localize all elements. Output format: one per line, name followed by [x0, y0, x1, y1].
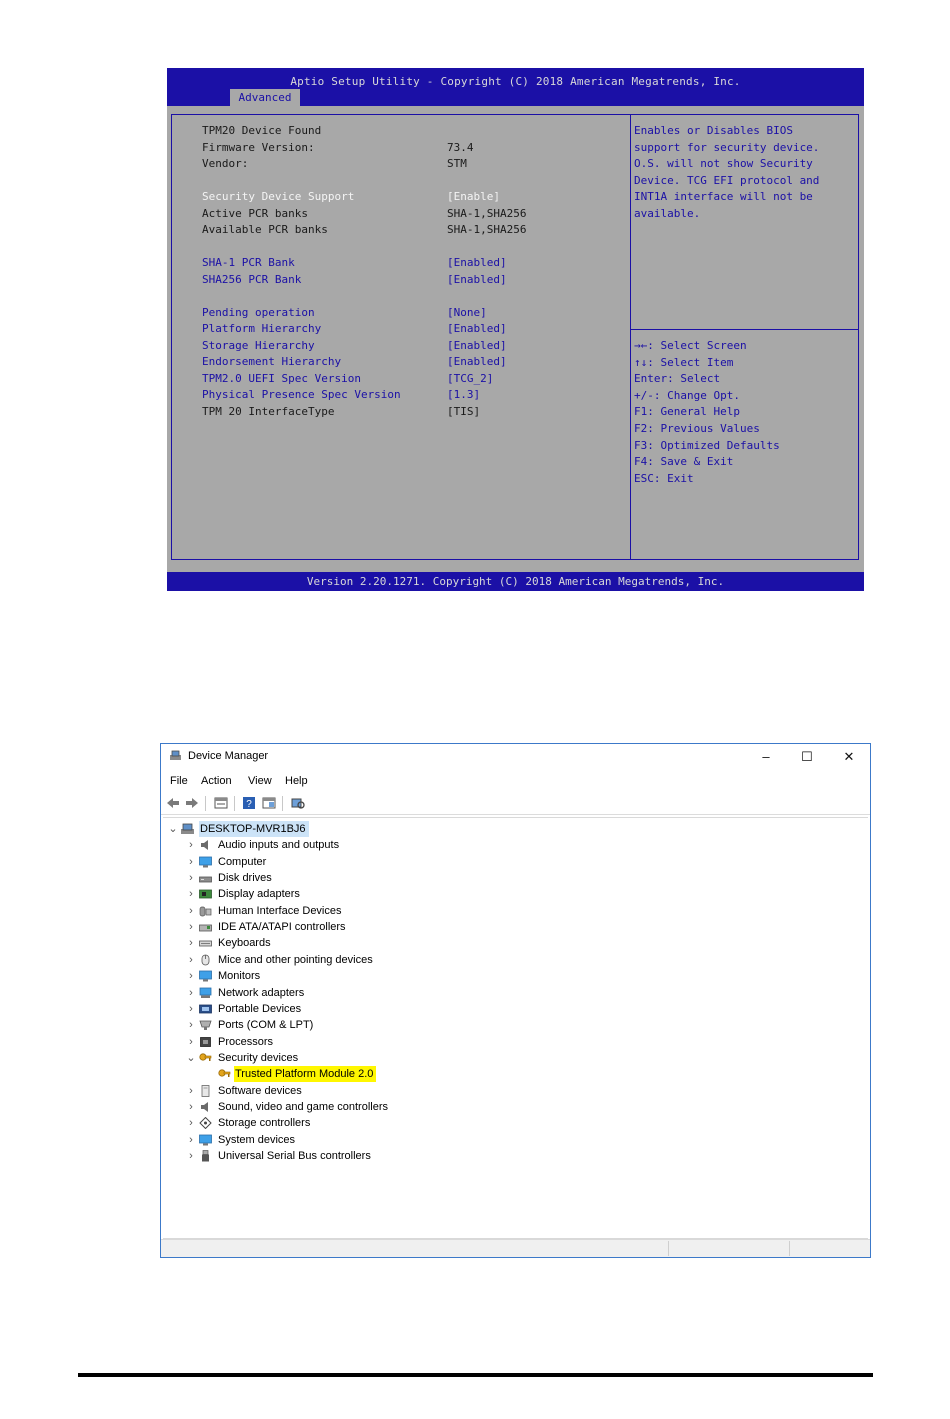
tree-item-label: Monitors: [218, 970, 261, 983]
tree-item-label: Software devices: [218, 1084, 302, 1097]
bios-setting-label: TPM2.0 UEFI Spec Version: [202, 371, 361, 385]
tree-item-label: Security devices: [218, 1051, 299, 1064]
svg-text:?: ?: [246, 799, 252, 810]
bios-setting-label: SHA256 PCR Bank: [202, 272, 302, 286]
menu-view[interactable]: View: [248, 775, 272, 787]
port-icon: [199, 1019, 212, 1031]
bios-help-line: O.S. will not show Security: [634, 157, 813, 171]
scan-hardware-icon[interactable]: [291, 796, 305, 810]
chevron-right-icon[interactable]: ›: [189, 1019, 193, 1032]
bios-setting-value: STM: [447, 157, 467, 170]
chevron-down-icon[interactable]: ⌄: [186, 1051, 196, 1064]
chevron-right-icon[interactable]: ›: [189, 855, 193, 868]
bios-key-hint: ESC: Exit: [634, 471, 694, 485]
toolbar-separator: [205, 796, 206, 811]
tree-item-label: IDE ATA/ATAPI controllers: [218, 921, 346, 934]
tree-item-label: Universal Serial Bus controllers: [218, 1150, 371, 1162]
bios-help-divider: [631, 329, 858, 330]
chevron-right-icon[interactable]: ›: [189, 1117, 193, 1130]
tree-item-label: Computer: [218, 855, 267, 868]
keyboard-icon: [199, 937, 212, 949]
disk-drive-icon: [199, 872, 212, 884]
tree-item-label: DESKTOP-MVR1BJ6: [199, 821, 309, 837]
chevron-right-icon[interactable]: ›: [189, 1035, 193, 1048]
monitor-icon: [199, 970, 212, 982]
speaker-icon: [199, 839, 212, 851]
chevron-right-icon[interactable]: ›: [189, 839, 193, 852]
bios-setting-label: TPM 20 InterfaceType: [202, 404, 335, 418]
bios-key-hint: Enter: Select: [634, 372, 721, 386]
bios-setting-value: [TIS]: [447, 404, 481, 418]
bios-setting-value[interactable]: [Enabled]: [447, 355, 507, 368]
bios-setting-value[interactable]: [None]: [447, 305, 487, 319]
bios-setting-label: Storage Hierarchy: [202, 338, 315, 352]
speaker-icon: [199, 1101, 212, 1113]
chevron-right-icon[interactable]: ›: [189, 970, 193, 983]
bios-key-hint: +/-: Change Opt.: [634, 388, 740, 402]
chevron-right-icon[interactable]: ›: [189, 1002, 193, 1015]
tab-advanced[interactable]: Advanced: [230, 89, 300, 106]
bios-setting-value[interactable]: [Enabled]: [447, 272, 507, 286]
chevron-right-icon[interactable]: ›: [189, 1100, 193, 1113]
menu-help[interactable]: Help: [285, 775, 308, 787]
minimize-button[interactable]: –: [762, 749, 770, 764]
tree-item-label: Ports (COM & LPT): [218, 1019, 314, 1032]
bios-setting-label: Available PCR banks: [202, 223, 328, 236]
bios-setting-label: Pending operation: [202, 305, 315, 319]
chevron-right-icon[interactable]: ›: [189, 953, 193, 966]
bios-setting-value[interactable]: [Enabled]: [447, 322, 507, 335]
bios-help-line: Enables or Disables BIOS: [634, 124, 793, 137]
status-bar-divider: [789, 1241, 790, 1256]
view-icon[interactable]: [262, 796, 276, 810]
chevron-down-icon[interactable]: ⌄: [168, 823, 178, 835]
processor-icon: [199, 1036, 212, 1048]
device-manager-window: [160, 743, 871, 1258]
menu-file[interactable]: File: [170, 775, 188, 787]
chevron-right-icon[interactable]: ›: [189, 872, 193, 885]
bios-setting-label: TPM20 Device Found: [202, 124, 322, 137]
toolbar-separator: [234, 796, 235, 811]
properties-icon[interactable]: [214, 796, 228, 810]
bios-setting-label: Physical Presence Spec Version: [202, 388, 401, 401]
tree-item-label: Trusted Platform Module 2.0: [234, 1066, 376, 1082]
chevron-right-icon[interactable]: ›: [189, 888, 193, 901]
tree-item-label: Audio inputs and outputs: [218, 839, 340, 852]
bios-footer: Version 2.20.1271. Copyright (C) 2018 American Megatrends, Inc.: [167, 572, 864, 591]
tree-item-label: Storage controllers: [218, 1117, 311, 1130]
bios-setting-value: SHA-1,SHA256: [447, 223, 527, 236]
security-key-icon: [218, 1068, 231, 1080]
monitor-icon: [199, 1134, 212, 1146]
chevron-right-icon[interactable]: ›: [189, 937, 193, 950]
bios-setting-value: SHA-1,SHA256: [447, 206, 527, 220]
chevron-right-icon[interactable]: ›: [189, 921, 193, 934]
bios-setup-screen: [167, 68, 864, 591]
bios-title: Aptio Setup Utility - Copyright (C) 2018 American Megatrends, Inc.: [290, 75, 741, 88]
chevron-right-icon[interactable]: ›: [189, 1084, 193, 1097]
ide-controller-icon: [199, 921, 212, 933]
bios-help-line: available.: [634, 206, 701, 220]
menu-action[interactable]: Action: [201, 775, 232, 787]
menu-bar: [161, 772, 870, 790]
chevron-right-icon[interactable]: ›: [189, 1150, 193, 1162]
tree-item-label: Mice and other pointing devices: [218, 953, 373, 966]
tree-item-label: Keyboards: [218, 937, 271, 950]
computer-icon: [181, 823, 194, 835]
bios-setting-label: Security Device Support: [202, 190, 355, 203]
tree-item-label: Network adapters: [218, 986, 305, 999]
bios-setting-value[interactable]: [Enable]: [447, 190, 500, 203]
toolbar-separator: [282, 796, 283, 811]
bios-help-text: [634, 123, 858, 223]
toolbar: [161, 792, 870, 815]
chevron-right-icon[interactable]: ›: [189, 1133, 193, 1146]
display-adapter-icon: [199, 888, 212, 900]
bios-help-line: support for security device.: [634, 140, 820, 154]
bios-key-legend: [634, 338, 858, 487]
tree-item-label: Human Interface Devices: [218, 904, 342, 917]
status-bar-divider: [668, 1241, 669, 1256]
network-adapter-icon: [199, 987, 212, 999]
help-icon[interactable]: [242, 796, 256, 810]
bios-setting-value[interactable]: [1.3]: [447, 388, 481, 401]
bios-title-bar: [167, 68, 864, 106]
bios-help-line: Device. TCG EFI protocol and: [634, 173, 820, 187]
bios-setting-value[interactable]: [Enabled]: [447, 256, 507, 269]
tree-item-label: Disk drives: [218, 872, 272, 885]
storage-controller-icon: [199, 1117, 212, 1129]
mouse-icon: [199, 954, 212, 966]
page-bottom-rule: [78, 1373, 873, 1377]
bios-setting-value[interactable]: [Enabled]: [447, 338, 507, 352]
forward-arrow-icon[interactable]: [185, 796, 199, 810]
tree-item-label: Processors: [218, 1035, 274, 1048]
chevron-right-icon[interactable]: ›: [189, 986, 193, 999]
bios-key-hint: →←: Select Screen: [634, 339, 747, 352]
bios-setting-label: Active PCR banks: [202, 206, 308, 220]
chevron-right-icon[interactable]: ›: [189, 904, 193, 917]
bios-setting-value[interactable]: [TCG_2]: [447, 371, 494, 385]
close-button[interactable]: ✕: [843, 749, 855, 764]
bios-setting-label: Vendor:: [202, 157, 249, 170]
window-title-bar[interactable]: [161, 744, 870, 769]
tree-item-label: System devices: [218, 1133, 296, 1146]
bios-key-hint: F2: Previous Values: [634, 421, 760, 435]
software-device-icon: [199, 1085, 212, 1097]
tree-item-label: Sound, video and game controllers: [218, 1100, 388, 1113]
monitor-icon: [199, 856, 212, 868]
bios-key-hint: F1: General Help: [634, 405, 740, 419]
back-arrow-icon[interactable]: [166, 796, 180, 810]
tree-item-label: Portable Devices: [218, 1002, 302, 1015]
bios-key-hint: F3: Optimized Defaults: [634, 438, 780, 452]
usb-icon: [199, 1150, 212, 1162]
bios-setting-label: Endorsement Hierarchy: [202, 355, 342, 368]
window-title: Device Manager: [188, 750, 269, 762]
device-tree: [163, 817, 868, 1239]
bios-help-line: INT1A interface will not be: [634, 190, 813, 204]
device-manager-icon: [169, 750, 182, 761]
bios-key-hint: F4: Save & Exit: [634, 455, 734, 469]
bios-setting-value: 73.4: [447, 140, 474, 154]
bios-key-hint: ↑↓: Select Item: [634, 355, 734, 369]
bios-setting-label: Firmware Version:: [202, 140, 315, 154]
bios-setting-label: SHA-1 PCR Bank: [202, 256, 295, 269]
tree-item-label: Display adapters: [218, 888, 300, 901]
security-key-icon: [199, 1052, 212, 1064]
hid-icon: [199, 905, 212, 917]
bios-setting-label: Platform Hierarchy: [202, 322, 322, 335]
portable-device-icon: [199, 1003, 212, 1015]
status-bar: [161, 1239, 870, 1257]
maximize-button[interactable]: ☐: [801, 749, 813, 764]
